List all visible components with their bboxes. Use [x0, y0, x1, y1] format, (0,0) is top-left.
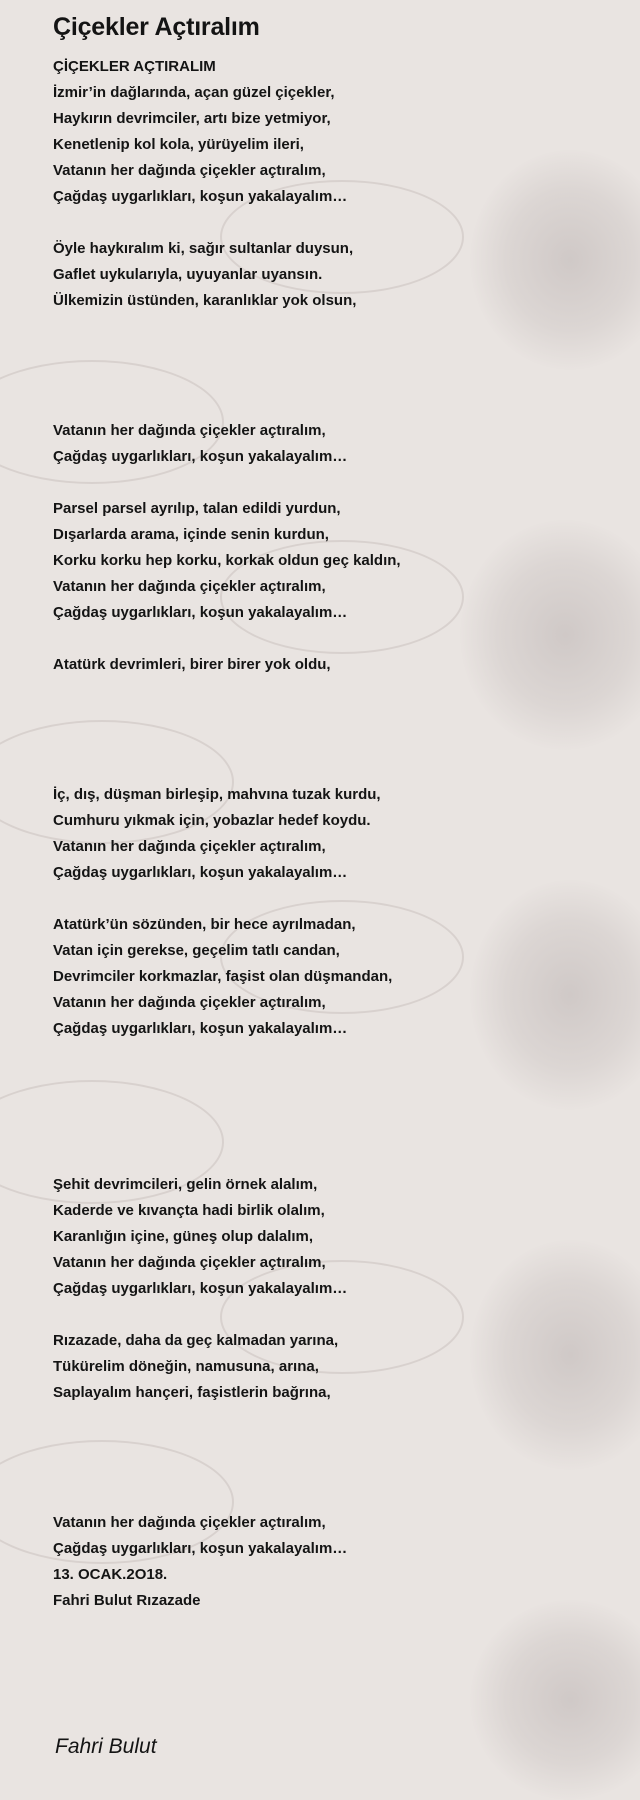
poem-line: Vatanın her dağında çiçekler açtıralım, [53, 1254, 326, 1271]
poem-blank-line [53, 1120, 613, 1146]
poem-blank-line [53, 1406, 613, 1432]
poem-line: Şehit devrimcileri, gelin örnek alalım, [53, 1176, 318, 1193]
poem-line: Çağdaş uygarlıkları, koşun yakalayalım… [53, 1020, 348, 1037]
poem-line: Çağdaş uygarlıkları, koşun yakalayalım… [53, 1280, 348, 1297]
poem-body [53, 54, 613, 1614]
poem-line: Vatanın her dağında çiçekler açtıralım, [53, 838, 326, 855]
poem-line: Fahri Bulut Rızazade [53, 1592, 201, 1609]
poem-line: ÇİÇEKLER AÇTIRALIM [53, 58, 216, 75]
poem-blank-line [53, 210, 613, 236]
poem-line: Vatanın her dağında çiçekler açtıralım, [53, 1514, 326, 1531]
poem-blank-line [53, 470, 613, 496]
poem-line: Tükürelim döneğin, namusuna, arına, [53, 1358, 319, 1375]
poem-line: Haykırın devrimciler, artı bize yetmiyor, [53, 110, 331, 127]
poem-blank-line [53, 340, 613, 366]
poem-line: İzmir’in dağlarında, açan güzel çiçekler, [53, 84, 335, 101]
poem-blank-line [53, 1042, 613, 1068]
poem-container [53, 12, 613, 1614]
poem-line: Çağdaş uygarlıkları, koşun yakalayalım… [53, 448, 348, 465]
poem-blank-line [53, 1432, 613, 1458]
poem-blank-line [53, 392, 613, 418]
poem-blank-line [53, 1484, 613, 1510]
poem-line: Karanlığın içine, güneş olup dalalım, [53, 1228, 314, 1245]
poem-line: Cumhuru yıkmak için, yobazlar hedef koydu. [53, 812, 371, 829]
poem-blank-line [53, 1094, 613, 1120]
poem-blank-line [53, 314, 613, 340]
poem-line: Korku korku hep korku, korkak oldun geç kaldın, [53, 552, 401, 569]
background-blot [470, 1600, 640, 1800]
poem-line: Çağdaş uygarlıkları, koşun yakalayalım… [53, 188, 348, 205]
poem-title: Çiçekler Açtıralım [53, 13, 260, 41]
poem-blank-line [53, 626, 613, 652]
poem-line: Atatürk’ün sözünden, bir hece ayrılmadan, [53, 916, 356, 933]
poem-line: Kenetlenip kol kola, yürüyelim ileri, [53, 136, 304, 153]
poem-blank-line [53, 1458, 613, 1484]
poem-blank-line [53, 1302, 613, 1328]
poem-blank-line [53, 730, 613, 756]
poem-line: Vatanın her dağında çiçekler açtıralım, [53, 994, 326, 1011]
poem-blank-line [53, 704, 613, 730]
poem-line: Parsel parsel ayrılıp, talan edildi yurdun, [53, 500, 341, 517]
poem-blank-line [53, 1146, 613, 1172]
poem-line: Devrimciler korkmazlar, faşist olan düşmandan, [53, 968, 393, 985]
poem-line: Vatanın her dağında çiçekler açtıralım, [53, 578, 326, 595]
poem-line: Çağdaş uygarlıkları, koşun yakalayalım… [53, 604, 348, 621]
poem-blank-line [53, 366, 613, 392]
poem-line: Vatanın her dağında çiçekler açtıralım, [53, 162, 326, 179]
poem-line: Öyle haykıralım ki, sağır sultanlar duysun, [53, 240, 354, 257]
poem-line: Çağdaş uygarlıkları, koşun yakalayalım… [53, 1540, 348, 1557]
poem-blank-line [53, 1068, 613, 1094]
poem-blank-line [53, 678, 613, 704]
poem-line: İç, dış, düşman birleşip, mahvına tuzak kurdu, [53, 786, 381, 803]
poem-line: Rızazade, daha da geç kalmadan yarına, [53, 1332, 339, 1349]
poem-author: Fahri Bulut [55, 1735, 157, 1758]
poem-line: 13. OCAK.2O18. [53, 1566, 168, 1583]
poem-blank-line [53, 886, 613, 912]
poem-line: Vatanın her dağında çiçekler açtıralım, [53, 422, 326, 439]
poem-line: Vatan için gerekse, geçelim tatlı candan, [53, 942, 340, 959]
poem-line: Dışarlarda arama, içinde senin kurdun, [53, 526, 329, 543]
poem-line: Gaflet uykularıyla, uyuyanlar uyansın. [53, 266, 323, 283]
poem-line: Ülkemizin üstünden, karanlıklar yok olsun, [53, 292, 357, 309]
poem-line: Saplayalım hançeri, faşistlerin bağrına, [53, 1384, 331, 1401]
poem-line: Kaderde ve kıvançta hadi birlik olalım, [53, 1202, 325, 1219]
poem-line: Çağdaş uygarlıkları, koşun yakalayalım… [53, 864, 348, 881]
poem-blank-line [53, 756, 613, 782]
poem-line: Atatürk devrimleri, birer birer yok oldu, [53, 656, 331, 673]
